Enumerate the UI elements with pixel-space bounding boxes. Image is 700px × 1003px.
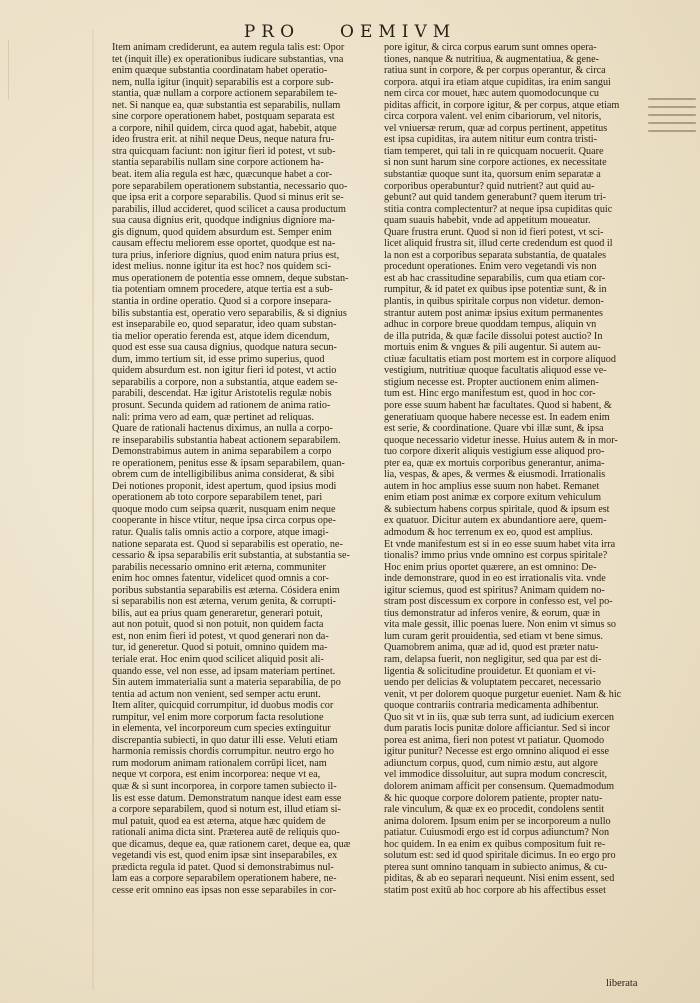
text-line: generatiuam quoque habere necesse est. In eadem enim: [384, 411, 610, 423]
text-line: stantia separabilis nullam sine corpore actionem ha-: [112, 157, 324, 169]
text-line: bilis substantia est, operatio vero separabilis, & si dignius: [112, 307, 347, 319]
text-line: obrem cum de intelligibilibus anima considerat, & sibi: [112, 469, 335, 481]
text-line: Quamobrem anima, quæ ad id, quod est præter natu-: [384, 642, 599, 654]
text-line: parabilis necessario omnino erit æterna, communiter: [112, 561, 326, 573]
text-line: teriale erat. Hoc enim quod scilicet aliquid posit ali-: [112, 653, 324, 665]
text-line: licet aliquid frustra sit, illud certe credendum est quod il: [384, 238, 613, 250]
text-line: a corpore, nihil quidem, circa quod agat, habebit, atque: [112, 122, 337, 134]
text-line: anima dolorem. Ipsum enim per se incorporeum a nullo: [384, 815, 611, 827]
text-line: tius demonstratur ad inferos venire, & eorum, quæ in: [384, 607, 601, 619]
text-line: prosunt. Secunda quidem ad rationem de anima ratio-: [112, 399, 331, 411]
text-line: que ipsa erit a corpore separabilis. Quod si minus erit se-: [112, 192, 344, 204]
text-line: porea est anima, fieri non potest vt patiatur. Quomodo: [384, 734, 605, 746]
text-line: si non sunt harum sine corpore actiones, ex necessitate: [384, 157, 607, 169]
text-line: plantis, in quibus spiritale corpus non videtur. demon-: [384, 296, 604, 308]
text-line: Quare frustra erunt. Quod si non id fieri potest, vt sci-: [384, 226, 604, 238]
text-line: tiam temperet, qui tali in re quicquam nocuerit. Quare: [384, 145, 604, 157]
text-line: nali: prima vero ad eam, quæ pertinet ad reliquas.: [112, 411, 314, 423]
text-line: mortuis enim & vngues & pili augentur. Si autem au-: [384, 342, 601, 354]
text-line: neque vt corpora, est enim incorporea: neque vt ea,: [112, 769, 321, 781]
text-line: quoque necessario videtur inesse. Huius autem & in mor-: [384, 434, 618, 446]
text-line: re operationem, penitus esse & ipsam separabilem, quan-: [112, 457, 345, 469]
text-line: ligentia & solicitudine prouidetur. Et quoniam et vi-: [384, 665, 596, 677]
text-line: admodum & hoc terrenum ex eo, quod est amplius.: [384, 526, 593, 538]
text-line: quam suauis habebit, vnde ad appetitum moueatur.: [384, 215, 591, 227]
text-line: lis est esse datum. Demonstratum nanque idest eam esse: [112, 792, 342, 804]
text-line: poribus substantia separabilis est æterna. Cósidera enim: [112, 584, 340, 596]
running-header: [0, 22, 700, 42]
text-line: igitur sciemus, quod est spiritus? Animam quidem no-: [384, 584, 605, 596]
text-line: lia, vespas, & apes, & vermes & eiusmodi. Irrationalis: [384, 469, 606, 481]
text-line: natione separata est. Quod si separabilis est operatio, ne-: [112, 538, 343, 550]
text-line: tentia ad actum non venient, sed semper actu erunt.: [112, 688, 321, 700]
text-line: in elementa, vel incorporeum cum species extinguitur: [112, 723, 331, 735]
text-line: tur, id generetur. Quod si potuit, omnino quidem ma-: [112, 642, 328, 654]
text-line: Demonstrabimus autem in anima separabilem a corpo: [112, 446, 332, 458]
text-line: net. Si nanque ea, quæ substantia est separabilis, nullam: [112, 99, 341, 111]
text-line: parabilis, illud accideret, quod scilicet a causa productum: [112, 203, 346, 215]
text-line: dum, immo tertium sit, id esse primo superius, quod: [112, 353, 325, 365]
text-line: Quare de rationali hactenus diximus, an nulla a corpo-: [112, 423, 333, 435]
text-line: re inseparabilis substantia habeat actionem separabilem.: [112, 434, 341, 446]
text-line: est, non enim fieri id potest, vt quod generari non da-: [112, 630, 329, 642]
text-line: sine corpore operationem habet, postquam separata est: [112, 111, 335, 123]
text-line: ctiuæ facultatis etiam post mortem est in corpore aliquod: [384, 353, 616, 365]
text-line: tiones, nanque & nutritiua, & augmentatiua, & gene-: [384, 53, 600, 65]
text-line: cessario & ipsa separabilis erit substantia, at substantia se-: [112, 550, 350, 562]
header-left: PRO: [243, 22, 301, 42]
text-line: nem, nulla igitur (inquit) separabilis est a corpore sub-: [112, 76, 334, 88]
catchword: liberata: [606, 978, 638, 989]
text-line: operationem ab toto corpore separabilem tenet, pari: [112, 492, 323, 504]
text-line: pore igitur, & circa corpus earum sunt omnes opera-: [384, 42, 597, 53]
text-line: & hic quoque corpore dolorem patiente, propter natu-: [384, 792, 603, 804]
margin-stain: [8, 40, 37, 100]
text-line: stram post discessum ex corpore in confesso est, vel po-: [384, 596, 613, 608]
text-line: stantia, quæ nullam a corpore actionem separabilem te-: [112, 88, 338, 100]
text-line: enim hoc omnes fatentur, videlicet quod omnis a cor-: [112, 573, 329, 585]
text-line: rum modorum animam rationalem corrūpi licet, nam: [112, 757, 327, 769]
text-line: stigium necesse est. Propter auctionem enim alimen-: [384, 376, 599, 388]
handwritten-margin-note: [648, 92, 696, 152]
text-line: tet (inquit ille) ex operationibus iudicare substantias, vna: [112, 53, 344, 65]
text-line: procedunt operationes. Enim vero vegetandi vis non: [384, 261, 597, 273]
text-line: Quo sit vt in iis, quæ sub terra sunt, ad iudicium exercen: [384, 711, 615, 723]
header-right: OEMIVM: [340, 22, 457, 42]
text-line: uendo per delicias & voluptatem peccaret, necessario: [384, 677, 601, 689]
text-line: pore separabilem operationem substantia, necessario quo-: [112, 180, 348, 192]
text-line: mus operationem de potentia esse omnem, deque substan-: [112, 272, 349, 284]
text-line: Et vnde manifestum est si in eo esse suum habet vita irra: [384, 538, 616, 550]
page-gutter-shadow: [92, 30, 94, 990]
text-line: parabili, descendat. Hæ igitur Aristotelis regulæ nobis: [112, 388, 332, 400]
text-line: rationali anima dicta sint. Præterea autē de reliquis quo-: [112, 827, 340, 839]
text-line: vegetandi vis est, quod enim ipsæ sint inseparabiles, ex: [112, 850, 338, 862]
text-line: dum paratis locis punitæ dolore afficiantur. Sed si incor: [384, 723, 610, 735]
text-line: sua causa dignius erit, quodque indignius digniore ma-: [112, 215, 335, 227]
text-line: ex quatuor. Dicitur autem ex abundantiore aere, quem-: [384, 515, 607, 527]
text-line: quæ & si sunt incorporea, in corpore tamen subiecto il-: [112, 781, 337, 792]
text-line: idest melius. nonne igitur ita est hoc? nos quidem sci-: [112, 261, 331, 273]
text-line: vel vniuersæ rerum, quæ ad corpus pertinent, appetitus: [384, 122, 608, 134]
text-line: corporibus operabuntur? quid nutrient? aut quid au-: [384, 180, 595, 192]
text-line: a corpore separabilem, quod si notum est, illud etiam si-: [112, 804, 341, 816]
text-line: lum curam gerit prouidentia, sed etiam vt bene simus.: [384, 630, 603, 642]
text-line: ram, delapsa fuerit, non negligitur, sed qua par est di-: [384, 653, 602, 665]
text-line: prædicta regula id patet. Quod si demonstrabimus nul-: [112, 861, 334, 873]
text-line: quoque modo cum seipsa quærit, nusquam enim neque: [112, 503, 336, 515]
text-line: separabilis a corpore, non a substantia, atque eadem se-: [112, 376, 338, 388]
text-line: vel immodice dissoluitur, aut supra modum concrescit,: [384, 769, 608, 781]
text-line: causam effectu meliorem esse oportet, quodque est na-: [112, 238, 336, 250]
text-line: mul patuit, quod ea est æterna, atque hæc quidem de: [112, 815, 326, 827]
text-line: corpora. atqui ira etiam atque cupiditas, ira enim sangui: [384, 76, 611, 88]
text-line: cesse erit omnino eas ipsas non esse separabiles in cor-: [112, 884, 337, 896]
text-line: pore esse suum habent hæ facultates. Quod si habent, &: [384, 399, 612, 411]
text-line: stantia in ordine operatio. Quod si a corpore insepara-: [112, 296, 332, 308]
text-line: est ab hac crassitudine separabilis, cum qua etiam cor-: [384, 272, 606, 284]
text-line: gebunt? aut quid tandem generabunt? quem iterum tri-: [384, 192, 607, 204]
text-line: inde demonstrare, quod in eo est irrationalis vita. vnde: [384, 573, 606, 585]
text-line: pterea sunt omnino tanquam in subiecto animus, & cu-: [384, 861, 608, 873]
text-line: enim etiam post animæ ex corpore exitum vehiculum: [384, 492, 601, 504]
text-line: ideo frustra erit. at nihil neque Deus, neque natura fru-: [112, 134, 335, 146]
text-line: adiunctum corpus, quod, cum nimio æstu, aut algore: [384, 757, 598, 769]
text-line: solutum est: sed id quod spiritale dicimus. In eo ergo pro: [384, 850, 616, 862]
text-line: tura prius, inferiore dignius, quod enim natura prius est,: [112, 249, 340, 261]
text-line: patiatur. Cuiusmodi ergo est id corpus adiunctum? Non: [384, 827, 610, 839]
text-line: vestigium, nutritiuæ quoque facultatis aliquod esse ve-: [384, 365, 607, 377]
text-line: que dicamus, deque ea, quæ rationem caret, deque ea, quæ: [112, 838, 351, 850]
text-line: tum est. Hinc ergo manifestum est, quod in hoc cor-: [384, 388, 596, 400]
text-line: si separabilis non est æterna, verum genita, & corrupti-: [112, 596, 337, 608]
text-line: strantur autem post animæ ipsius exitum permanentes: [384, 307, 603, 319]
text-line: enim quæque substantia coordinatam habet operatio-: [112, 65, 328, 77]
text-line: tuo corpore dixerit aliquis vestigium esse aliquod pro-: [384, 446, 605, 458]
text-line: quod est esse sua causa dignius, quodque natura secun-: [112, 342, 337, 354]
text-line: igitur punitur? Necesse est ergo omnino aliquod ei esse: [384, 746, 610, 758]
text-line: piditas, & ab eo separari nequeunt. Nisi enim essent, sed: [384, 873, 615, 885]
text-line: autem in hoc amplius esse suum non habet. Remanet: [384, 480, 600, 492]
text-line: lam eas a corpore separabilem operationem habere, ne-: [112, 873, 337, 885]
right-text-column: [384, 42, 652, 896]
text-line: quidem absurdum est. non igitur fieri id potest, vt actio: [112, 365, 337, 377]
text-line: pter ea, quæ ex mortuis corporibus generantur, anima-: [384, 457, 605, 469]
text-line: tionalis? immo prius vnde omnino est corpus spiritale?: [384, 550, 608, 562]
text-line: vita male gessit, illic poenas luere. Non enim vt simus so: [384, 619, 617, 631]
text-line: est inseparabile eo, quod separatur, ideo quam substan-: [112, 319, 337, 331]
text-line: rumpitur, & id patet ex quibus ipse potentiæ sunt, & in: [384, 284, 607, 296]
text-line: est ipsa cupiditas, ira autem nititur eum contra tristi-: [384, 134, 598, 146]
text-line: rale vinculum, & quæ ex eo procedit, condolens sentit: [384, 804, 605, 816]
text-line: quoque contrariis contraria medicamenta adhibentur.: [384, 700, 599, 712]
text-line: est serie, & coordinatione. Quare vbi illæ sunt, & ipsa: [384, 423, 604, 435]
text-line: gis dignum, quod quidem absurdum est. Semper enim: [112, 226, 332, 238]
text-line: substantiæ quoque sunt ita, quorsum enim separatæ a: [384, 169, 601, 181]
text-line: dolorem animam afficit per consensum. Quemadmodum: [384, 781, 615, 792]
text-line: aut non potuit, quod si non potuit, non quidem facta: [112, 619, 324, 631]
text-line: Dei notiones proponit, idest apertum, quod ipsius modi: [112, 480, 337, 492]
text-line: harmonia remissis chordis corrumpitur. neutro ergo ho: [112, 746, 334, 758]
text-line: Item aliter, quicquid corrumpitur, id duobus modis cor: [112, 700, 334, 712]
text-line: stitia contra complectentur? at neque ipsa cupiditas quic: [384, 203, 613, 215]
text-line: quando esse, vel non esse, ad ipsam materiam pertinet.: [112, 665, 336, 677]
text-line: hoc quidem. In ea enim ex quibus compositum fuit re-: [384, 838, 606, 850]
text-line: tia melior operatio ferenda est, atque idem dicendum,: [112, 330, 330, 342]
text-line: ratur. Qualis talis omnis actio a corpore, atque imagi-: [112, 526, 329, 538]
text-line: Hoc enim prius oportet quærere, an est omnino: De-: [384, 561, 597, 573]
text-line: de illa putrida, & quæ facile dissolui potest auctio? In: [384, 330, 603, 342]
text-line: Sin autem immaterialia sunt a materia separabilia, de po: [112, 677, 341, 689]
text-line: ratiua sunt in corpore, & per corpus operantur, & circa: [384, 65, 606, 77]
text-line: nem circa cor mouet, hæc autem quomodocunque cu: [384, 88, 599, 100]
text-line: adhuc in corpore breue quoddam tempus, aliquin vn: [384, 319, 597, 331]
text-line: circa corpora valent. vel enim cibariorum, vel nitoris,: [384, 111, 602, 123]
text-line: discrepantia subiecti, in quo datur illi esse. Veluti etiam: [112, 734, 338, 746]
text-line: bilis, aut ea prius quam generaretur, generari potuit,: [112, 607, 323, 619]
text-line: statim post exitū ab hoc corpore ab his affectibus esset: [384, 884, 606, 896]
text-line: tia potentiam omnem procedere, atque tertia est a sub-: [112, 284, 333, 296]
text-line: rumpitur, vel enim more corporum facta resolutione: [112, 711, 324, 723]
text-line: stra quicquam faciunt: non igitur fieri id potest, vt sub-: [112, 145, 336, 157]
text-line: Item animam crediderunt, ea autem regula talis est: Opor: [112, 42, 345, 53]
text-line: cooperante in hisce vtitur, neque ipsa circa corpus ope-: [112, 515, 336, 527]
left-text-column: [112, 42, 380, 896]
text-line: venit, vt per dolorem quoque purgetur eueniet. Nam & hic: [384, 688, 622, 700]
text-line: la non est a corporibus separata substantia, de quatales: [384, 249, 607, 261]
text-line: piditas afficit, in corpore igitur, & per corpus, atque etiam: [384, 99, 620, 111]
text-line: beat. item alia regula est hæc, quæcunque habet a cor-: [112, 169, 333, 181]
text-line: & subiectum habens corpus spiritale, quod & ipsum est: [384, 503, 610, 515]
